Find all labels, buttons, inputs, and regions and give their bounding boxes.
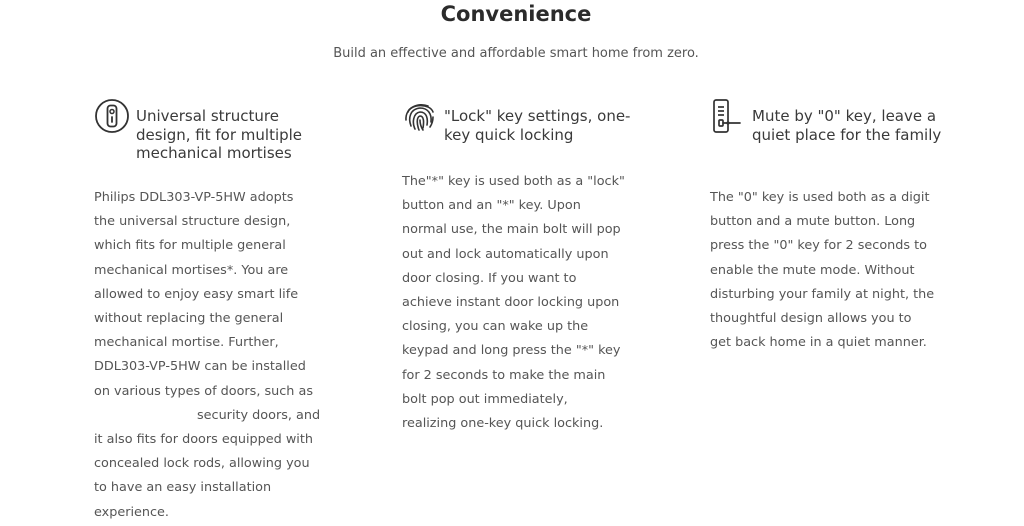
description-line: to have an easy installation <box>94 480 272 496</box>
description-line: mechanical mortise. Further, <box>94 335 279 351</box>
fingerprint-icon <box>402 98 438 134</box>
description-line: The"*" key is used both as a "lock" <box>402 174 625 189</box>
description-line: DDL303-VP-5HW can be installed <box>94 359 306 375</box>
description-line: keypad and long press the "*" key <box>402 343 621 359</box>
description-line: get back home in a quiet manner. <box>710 335 927 351</box>
description-line: realizing one-key quick locking. <box>402 416 604 432</box>
section-title: Convenience <box>440 2 592 26</box>
description-line: without replacing the general <box>94 311 284 327</box>
feature-title: Mute by "0" key, leave a quiet place for the family <box>752 107 942 144</box>
description-line: Philips DDL303-VP-5HW adopts <box>94 190 294 205</box>
feature-description <box>94 186 329 525</box>
description-line: allowed to enjoy easy smart life <box>94 286 299 302</box>
feature-title: "Lock" key settings, one-key quick locking <box>444 107 631 144</box>
description-line: out and lock automatically upon <box>402 246 609 262</box>
feature-description <box>710 186 945 355</box>
description-line: security doors, and <box>197 407 321 423</box>
description-line: experience. <box>94 504 169 520</box>
description-line: button and a mute button. Long <box>710 214 916 230</box>
feature-description <box>402 170 637 436</box>
description-line: The "0" key is used both as a digit <box>710 190 930 205</box>
description-line: normal use, the main bolt will pop <box>402 222 621 238</box>
door-handle-icon <box>710 98 746 134</box>
description-line: button and an "*" key. Upon <box>402 198 581 214</box>
description-line: door closing. If you want to <box>402 270 577 286</box>
lock-mortise-icon <box>94 98 130 134</box>
feature-header <box>402 98 642 144</box>
description-line: thoughtful design allows you to <box>710 311 912 327</box>
section-subtitle: Build an effective and affordable smart home from zero. <box>333 46 699 61</box>
feature-title: Universal structure design, fit for multiple mechanical mortises <box>136 107 303 162</box>
feature-header <box>710 98 950 144</box>
description-line: on various types of doors, such as <box>94 383 313 399</box>
description-line: press the "0" key for 2 seconds to <box>710 238 927 254</box>
feature-universal-structure <box>94 98 334 520</box>
description-line: disturbing your family at night, the <box>710 286 935 302</box>
description-line: it also fits for doors equipped with <box>94 432 313 448</box>
description-line: closing, you can wake up the <box>402 319 589 335</box>
feature-header <box>94 98 334 163</box>
description-line: achieve instant door locking upon <box>402 295 620 311</box>
feature-lock-key <box>402 98 642 432</box>
description-line: the universal structure design, <box>94 214 291 230</box>
description-line: concealed lock rods, allowing you <box>94 456 310 472</box>
feature-mute-key <box>710 98 950 351</box>
description-line: bolt pop out immediately, <box>402 391 568 407</box>
description-line: for 2 seconds to make the main <box>402 367 606 383</box>
description-line: mechanical mortises*. You are <box>94 262 289 278</box>
description-line: enable the mute mode. Without <box>710 262 915 278</box>
description-line: which fits for multiple general <box>94 238 286 254</box>
